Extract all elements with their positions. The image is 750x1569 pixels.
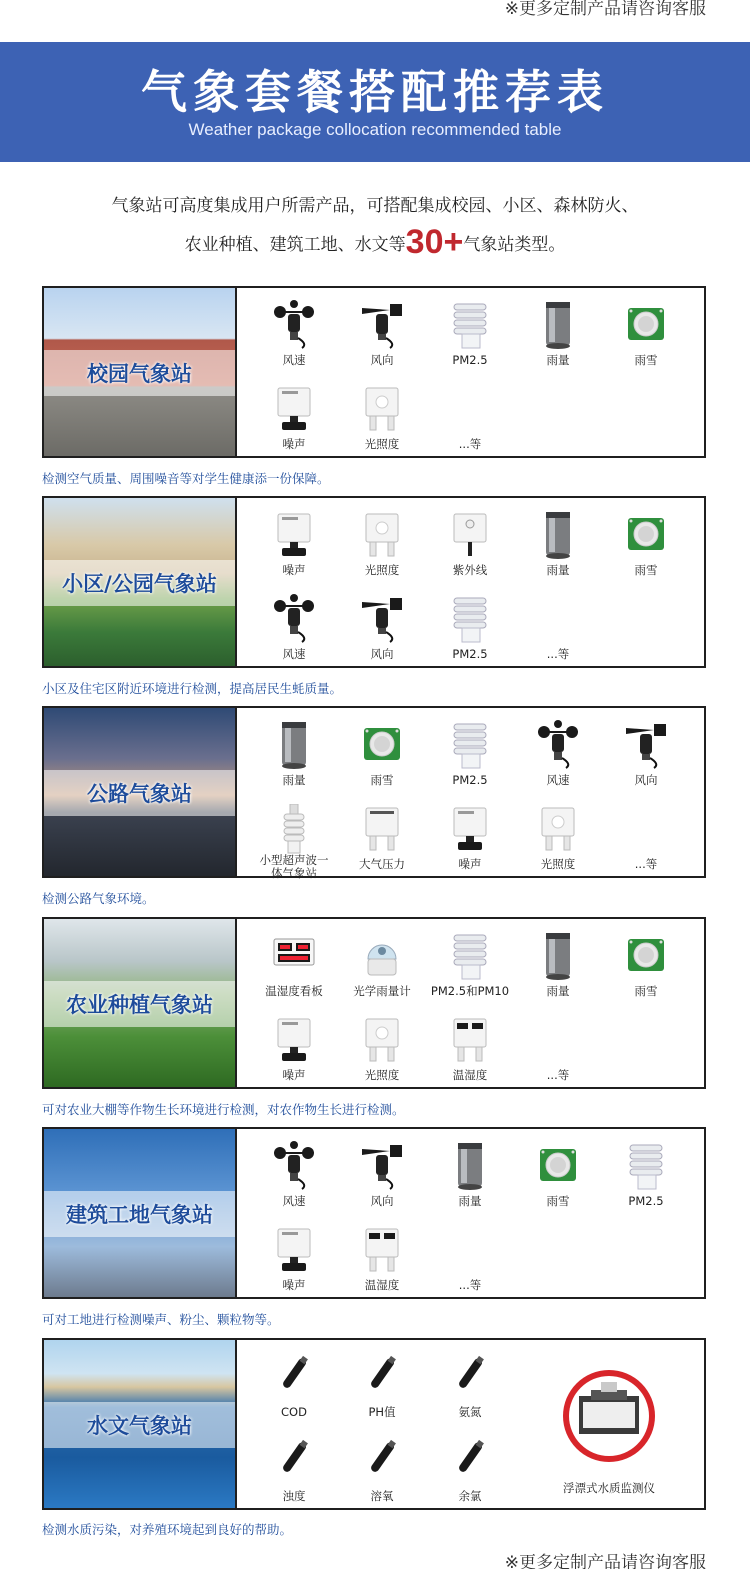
louver-box-icon <box>448 300 492 350</box>
noise-sensor-icon <box>272 384 316 434</box>
sensor-label: 小型超声波一体气象站 <box>259 853 329 880</box>
sensor-item <box>338 1428 426 1512</box>
sensor-item <box>602 292 690 376</box>
sensor-item <box>514 796 602 880</box>
sensor-label: 光照度 <box>364 437 400 451</box>
station-card <box>42 1127 706 1299</box>
noise-sensor-icon <box>272 510 316 560</box>
station-photo <box>44 708 237 876</box>
sensor-item <box>426 796 514 880</box>
noise-sensor-icon <box>272 1015 316 1065</box>
noise-sensor-icon <box>272 1225 316 1275</box>
station-name: 公路气象站 <box>87 782 192 806</box>
rain-snow-sensor-icon <box>624 510 668 560</box>
sensor-item <box>514 923 602 1007</box>
sensor-label: 风速 <box>282 1194 306 1208</box>
sensor-label: 雨量 <box>546 984 570 998</box>
sensor-item <box>514 292 602 376</box>
sensor-label: ...等 <box>458 1278 482 1292</box>
sensor-label: PM2.5 <box>452 353 488 367</box>
uv-sensor-icon <box>448 510 492 560</box>
sensor-item <box>338 1344 426 1428</box>
station-description: 检测公路气象环境。 <box>42 891 155 906</box>
station-name: 水文气象站 <box>87 1414 192 1438</box>
sensor-label: 浊度 <box>282 1489 306 1503</box>
water-probe-icon <box>360 1436 404 1486</box>
station-card <box>42 706 706 878</box>
sensor-item <box>338 376 426 460</box>
sensor-label: PM2.5 <box>452 647 488 661</box>
sensor-grid <box>244 498 706 666</box>
sensor-label: PH值 <box>368 1405 396 1419</box>
sensor-item <box>544 1360 674 1520</box>
station-description: 可对农业大棚等作物生长环境进行检测，对农作物生长进行检测。 <box>42 1102 405 1117</box>
sensor-item <box>250 1217 338 1301</box>
intro-line-2 <box>0 224 750 263</box>
sensor-item <box>250 292 338 376</box>
sensor-label: 紫外线 <box>452 563 488 577</box>
sensor-item <box>250 1007 338 1091</box>
sensor-label: 浮漂式水质监测仪 <box>563 1481 655 1495</box>
sensor-item <box>250 1133 338 1217</box>
sensor-item <box>338 1007 426 1091</box>
sensor-label: 风向 <box>370 353 394 367</box>
rain-gauge-icon <box>536 300 580 350</box>
sensor-item <box>250 712 338 796</box>
sensor-item <box>426 1217 514 1301</box>
sensor-item <box>250 1428 338 1512</box>
sensor-item <box>514 502 602 586</box>
sensor-item <box>250 376 338 460</box>
water-probe-icon <box>272 1352 316 1402</box>
sensor-label: 光照度 <box>540 857 576 871</box>
louver-box-icon <box>448 594 492 644</box>
sensor-label: 雨量 <box>546 563 570 577</box>
sensor-item <box>514 586 602 670</box>
sensor-item <box>514 712 602 796</box>
sensor-item <box>602 502 690 586</box>
sensor-label: 光照度 <box>364 1068 400 1082</box>
sensor-label: 温湿度看板 <box>265 984 323 998</box>
sensor-item <box>338 586 426 670</box>
sensor-label: 风速 <box>546 773 570 787</box>
sensor-item <box>426 292 514 376</box>
sensor-label: 风向 <box>370 647 394 661</box>
sensor-item <box>250 1344 338 1428</box>
station-name: 校园气象站 <box>87 362 192 386</box>
intro-number: 30+ <box>405 223 464 261</box>
station-description: 检测空气质量、周围噪音等对学生健康添一份保障。 <box>42 471 330 486</box>
sensor-item <box>426 1007 514 1091</box>
water-probe-icon <box>360 1352 404 1402</box>
sensor-item <box>602 1133 690 1217</box>
sensor-label: 雨雪 <box>634 984 658 998</box>
station-card <box>42 917 706 1089</box>
sensor-item <box>426 376 514 460</box>
rain-snow-sensor-icon <box>360 720 404 770</box>
louver-box-icon <box>624 1141 668 1191</box>
wind-vane-icon <box>360 594 404 644</box>
sensor-item <box>514 1133 602 1217</box>
rain-snow-sensor-icon <box>624 931 668 981</box>
light-sensor-icon <box>360 510 404 560</box>
sensor-label: 噪声 <box>282 1068 306 1082</box>
anemometer-icon <box>536 720 580 770</box>
sensor-item <box>602 923 690 1007</box>
page-title: 气象套餐搭配推荐表 <box>141 65 609 119</box>
sensor-item <box>514 1007 602 1091</box>
sensor-item <box>602 712 690 796</box>
sensor-label: 温湿度 <box>364 1278 400 1292</box>
sensor-grid <box>244 1129 706 1297</box>
sensor-item <box>338 712 426 796</box>
sensor-label: 噪声 <box>282 437 306 451</box>
station-photo <box>44 498 237 666</box>
sensor-label: ...等 <box>634 857 658 871</box>
sensor-label: 噪声 <box>282 1278 306 1292</box>
wind-vane-icon <box>360 1141 404 1191</box>
sensor-label: 雨雪 <box>370 773 394 787</box>
sensor-grid <box>244 919 706 1087</box>
sensor-item <box>602 796 690 880</box>
rain-gauge-icon <box>272 720 316 770</box>
sensor-label: ...等 <box>546 1068 570 1082</box>
title-banner <box>0 42 750 162</box>
rain-snow-sensor-icon <box>536 1141 580 1191</box>
sensor-label: PM2.5 <box>628 1194 664 1208</box>
sensor-label: 噪声 <box>458 857 482 871</box>
station-description: 检测水质污染，对养殖环境起到良好的帮助。 <box>42 1522 293 1537</box>
sensor-item <box>338 1133 426 1217</box>
sensor-label: 光学雨量计 <box>353 984 411 998</box>
intro-line-1: 气象站可高度集成用户所需产品，可搭配集成校园、小区、森林防火、 <box>111 196 639 216</box>
wind-vane-icon <box>360 300 404 350</box>
station-card <box>42 496 706 668</box>
sensor-label: 氨氮 <box>458 1405 482 1419</box>
sensor-item <box>426 1344 514 1428</box>
anemometer-icon <box>272 1141 316 1191</box>
station-card <box>42 1338 706 1510</box>
sensor-label: 光照度 <box>364 563 400 577</box>
louver-box-icon <box>448 931 492 981</box>
sensor-label: 风向 <box>370 1194 394 1208</box>
sensor-label: 雨雪 <box>546 1194 570 1208</box>
noise-sensor-icon <box>448 804 492 854</box>
station-description: 小区及住宅区附近环境进行检测，提高居民生蚝质量。 <box>42 681 343 696</box>
sensor-label: 雨量 <box>458 1194 482 1208</box>
sensor-label: 雨雪 <box>634 563 658 577</box>
station-name: 农业种植气象站 <box>66 993 213 1017</box>
intro-line-2-suffix: 气象站类型。 <box>463 235 566 255</box>
sensor-label: 大气压力 <box>359 857 405 871</box>
intro-text <box>0 188 750 263</box>
water-probe-icon <box>448 1436 492 1486</box>
sensor-grid <box>244 708 706 880</box>
temp-humidity-sensor-icon <box>360 1225 404 1275</box>
station-card <box>42 286 706 458</box>
station-name: 建筑工地气象站 <box>66 1203 213 1227</box>
sensor-label: PM2.5和PM10 <box>430 984 510 998</box>
light-sensor-icon <box>360 384 404 434</box>
light-sensor-icon <box>536 804 580 854</box>
sensor-label: 雨雪 <box>634 353 658 367</box>
sensor-label: COD <box>281 1405 307 1419</box>
sensor-item <box>338 796 426 880</box>
station-photo <box>44 1129 237 1297</box>
louver-box-icon <box>448 720 492 770</box>
rain-gauge-icon <box>536 510 580 560</box>
optical-rain-gauge-icon <box>360 931 404 981</box>
rain-gauge-icon <box>448 1141 492 1191</box>
sensor-item <box>426 502 514 586</box>
top-note: ※更多定制产品请咨询客服 <box>504 0 706 19</box>
sensor-grid <box>244 288 706 456</box>
page-subtitle: Weather package collocation recommended table <box>188 120 562 139</box>
light-sensor-icon <box>360 1015 404 1065</box>
station-photo <box>44 288 237 456</box>
sensor-label: ...等 <box>458 437 482 451</box>
rain-gauge-icon <box>536 931 580 981</box>
sensor-item <box>426 1428 514 1512</box>
station-description: 可对工地进行检测噪声、粉尘、颗粒物等。 <box>42 1312 280 1327</box>
water-probe-icon <box>448 1352 492 1402</box>
display-board-icon <box>272 931 316 981</box>
station-name: 小区/公园气象站 <box>62 572 217 596</box>
wind-vane-icon <box>624 720 668 770</box>
sensor-label: 温湿度 <box>452 1068 488 1082</box>
sensor-item <box>338 923 426 1007</box>
sensor-item <box>250 586 338 670</box>
sensor-label: 雨量 <box>546 353 570 367</box>
sensor-label: 风速 <box>282 353 306 367</box>
ultrasonic-station-icon <box>272 804 316 854</box>
sensor-label: 溶氧 <box>370 1489 394 1503</box>
sensor-item <box>426 586 514 670</box>
sensor-item <box>426 1133 514 1217</box>
floating-buoy-icon <box>561 1368 657 1464</box>
sensor-label: 雨量 <box>282 773 306 787</box>
sensor-item <box>250 796 338 880</box>
station-photo <box>44 1340 237 1508</box>
sensor-label: ...等 <box>546 647 570 661</box>
sensor-label: 噪声 <box>282 563 306 577</box>
sensor-label: 余氯 <box>458 1489 482 1503</box>
sensor-item <box>426 923 514 1007</box>
sensor-grid <box>244 1340 706 1508</box>
sensor-item <box>426 712 514 796</box>
intro-line-2-prefix: 农业种植、建筑工地、水文等 <box>184 235 406 255</box>
anemometer-icon <box>272 594 316 644</box>
sensor-label: 风向 <box>634 773 658 787</box>
rain-snow-sensor-icon <box>624 300 668 350</box>
sensor-item <box>338 502 426 586</box>
temp-humidity-sensor-icon <box>448 1015 492 1065</box>
sensor-item <box>250 923 338 1007</box>
sensor-label: 风速 <box>282 647 306 661</box>
sensor-item <box>338 292 426 376</box>
station-photo <box>44 919 237 1087</box>
sensor-item <box>250 502 338 586</box>
sensor-label: PM2.5 <box>452 773 488 787</box>
water-probe-icon <box>272 1436 316 1486</box>
pressure-sensor-icon <box>360 804 404 854</box>
sensor-item <box>338 1217 426 1301</box>
bottom-note: ※更多定制产品请咨询客服 <box>504 1553 706 1569</box>
anemometer-icon <box>272 300 316 350</box>
